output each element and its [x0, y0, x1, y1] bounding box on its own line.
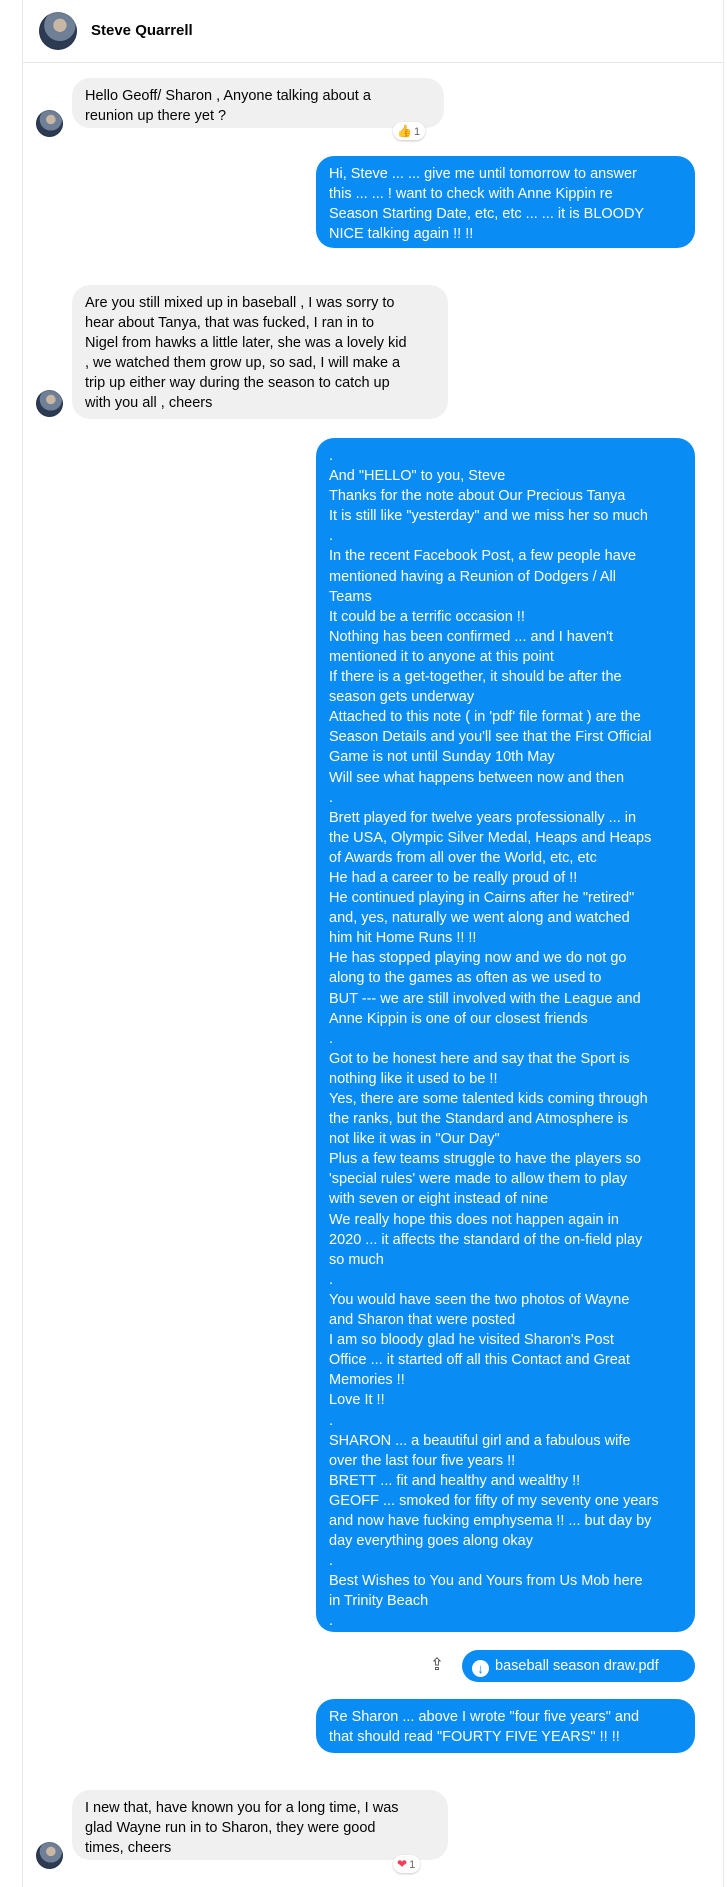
- heart-icon: ❤: [397, 1857, 408, 1871]
- thumbs-up-icon: 👍: [397, 124, 412, 138]
- reaction-badge[interactable]: [393, 1855, 420, 1873]
- download-icon: ↓: [472, 1660, 489, 1677]
- avatar[interactable]: [39, 12, 77, 50]
- incoming-message-bubble: Hello Geoff/ Sharon , Anyone talking about a reunion up there yet ?: [72, 78, 444, 128]
- reaction-count: 1: [409, 1859, 416, 1871]
- outgoing-message-bubble: Re Sharon ... above I wrote "four five years" and that should read "FOURTY FIVE YEARS" !! !!: [316, 1699, 695, 1753]
- avatar[interactable]: [36, 1842, 63, 1869]
- incoming-message-bubble: I new that, have known you for a long time, I was glad Wayne run in to Sharon, they were good times, cheers: [72, 1790, 448, 1860]
- chat-header: [23, 0, 723, 63]
- contact-name[interactable]: Steve Quarrell: [91, 22, 193, 39]
- avatar[interactable]: [36, 110, 63, 137]
- incoming-message-bubble: Are you still mixed up in baseball , I was sorry to hear about Tanya, that was fucked, I ran in to Nigel from hawks a little later, she was a lovely kid , we watched them grow up, so sad, I will make a trip up either way during the season to catch up with you all , cheers: [72, 285, 448, 419]
- pdf-attachment-button[interactable]: [462, 1650, 695, 1682]
- reaction-count: 1: [413, 126, 421, 138]
- conversation-window: [22, 0, 724, 1887]
- avatar[interactable]: [36, 390, 63, 417]
- reaction-badge[interactable]: [393, 122, 425, 140]
- outgoing-message-bubble: . And "HELLO" to you, Steve Thanks for the note about Our Precious Tanya It is still like "yesterday" and we miss her so much . In the recent Facebook Post, a few people have mentioned having a Reunion of Dodgers / All Teams It could be a terrific occasion !! Nothing has been confirmed ... and I haven't mentioned it to anyone at this point If there is a get-together, it should be after the season gets underway Attached to this note ( in 'pdf' file format ) are the Season Details and you'll see that the First Official Game is not until Sunday 10th May Will see what happens between now and then . Brett played for twelve years professionally ... in the USA, Olympic Silver Medal, Heaps and Heaps of Awards from all over the World, etc, etc He had a career to be really proud of !! He continued playing in Cairns after he "retired" and, yes, naturally we went along and watched him hit Home Runs !! !! He has stopped playing now and we do not go along to the games as often as we used to BUT --- we are still involved with the League and Anne Kippin is one of our closest friends . Got to be honest here and say that the Sport is nothing like it used to be !! Yes, there are some talented kids coming through the ranks, but the Standard and Atmosphere is not like it was in "Our Day" Plus a few teams struggle to have the players so 'special rules' were made to allow them to play with seven or eight instead of nine We really hope this does not happen again in 2020 ... it affects the standard of the on-field play so much . You would have seen the two photos of Wayne and Sharon that were posted I am so bloody glad he visited Sharon's Post Office ... it started off all this Contact and Great Memories !! Love It !! . SHARON ... a beautiful girl and a fabulous wife over the last four five years !! BRETT ... fit and healthy and wealthy !! GEOFF ... smoked for fifty of my seventy one years and now have fucking emphysema !! ... but day by day everything goes along okay . Best Wishes to You and Yours from Us Mob here in Trinity Beach .: [316, 438, 695, 1632]
- share-icon[interactable]: ⇪: [429, 1655, 445, 1674]
- attachment-filename: baseball season draw.pdf: [495, 1658, 659, 1674]
- outgoing-message-bubble: Hi, Steve ... ... give me until tomorrow to answer this ... ... ! want to check with Anne Kippin re Season Starting Date, etc, etc ... ... it is BLOODY NICE talking again !! !!: [316, 156, 695, 248]
